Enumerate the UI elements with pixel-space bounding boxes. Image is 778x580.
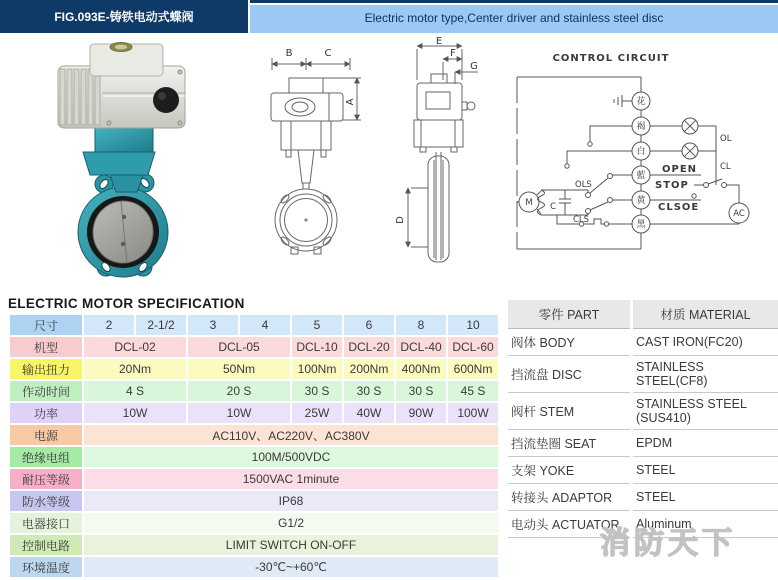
wire-brown-label: 褐 <box>636 122 646 132</box>
part-cell: 支架 YOKE <box>508 457 630 484</box>
wire-ground-label: 花 <box>636 97 646 107</box>
yoke-wings <box>83 152 155 175</box>
front-view-drawing <box>271 58 361 254</box>
spec-cell: 100Nm <box>292 359 342 379</box>
side-view-drawing <box>408 46 478 262</box>
material-cell: EPDM <box>633 430 778 457</box>
parts-row <box>508 329 778 356</box>
figure-title: FIG.093E-铸铁电动式蝶阀 <box>54 10 194 24</box>
spec-label: 输出扭力 <box>10 359 82 379</box>
parts-row <box>508 430 778 457</box>
manual-knob <box>153 87 179 113</box>
spec-label: 防水等级 <box>10 491 82 511</box>
spec-cell: 200Nm <box>344 359 394 379</box>
figure-subtitle: Electric motor type,Center driver and stainless steel disc <box>364 11 664 25</box>
spec-row-withstand <box>10 469 498 489</box>
watermark: 消防天下 <box>600 527 736 560</box>
part-cell: 电动头 ACTUATOR <box>508 511 630 538</box>
dim-label-d: D <box>395 216 406 224</box>
spec-cell: 10W <box>84 403 186 423</box>
dim-label-g: G <box>470 61 478 72</box>
knob-highlight <box>158 92 166 100</box>
part-cell: 挡流盘 DISC <box>508 356 630 393</box>
part-cell: 挡流垫圈 SEAT <box>508 430 630 457</box>
spec-row-supply <box>10 425 498 445</box>
spec-label: 耐压等级 <box>10 469 82 489</box>
spec-cell: 50Nm <box>188 359 290 379</box>
spec-label: 功率 <box>10 403 82 423</box>
wire-white-label: 白 <box>636 147 646 157</box>
disc-bolt <box>122 215 126 219</box>
spec-row-ambient <box>10 557 498 577</box>
wire-yellow-label: 黄 <box>636 196 646 206</box>
spec-cell: 8 <box>396 315 446 335</box>
spec-label: 绝缘电组 <box>10 447 82 467</box>
open-label: OPEN <box>662 164 698 175</box>
spec-row-torque <box>10 359 498 379</box>
spec-cell: 400Nm <box>396 359 446 379</box>
mount-block <box>95 128 153 152</box>
spec-cell: 2-1/2 <box>136 315 186 335</box>
spec-table <box>8 313 500 579</box>
material-cell: STEEL <box>633 484 778 511</box>
spec-cell: 40W <box>344 403 394 423</box>
capacitor-label: C <box>550 202 556 212</box>
dimension-drawings <box>245 36 510 292</box>
header-bar-left <box>0 0 248 33</box>
parts-row <box>508 356 778 393</box>
ols-label: OLS <box>575 180 592 190</box>
dim-label-e: E <box>435 36 443 47</box>
material-cell: STAINLESS STEEL (SUS410) <box>633 393 778 430</box>
spec-label: 机型 <box>10 337 82 357</box>
cls-label: CLS <box>573 215 590 225</box>
circuit-diagram <box>505 36 778 292</box>
spec-label: 环境温度 <box>10 557 82 577</box>
part-cell: 阀体 BODY <box>508 329 630 356</box>
wire-blue-label: 藍 <box>636 171 646 181</box>
parts-header-row <box>508 300 778 329</box>
part-cell: 转接头 ADAPTOR <box>508 484 630 511</box>
lamp-ol-label: OL <box>720 134 732 144</box>
parts-row <box>508 393 778 430</box>
spec-cell: AC110V、AC220V、AC380V <box>84 425 498 445</box>
parts-row <box>508 457 778 484</box>
spec-row-power <box>10 403 498 423</box>
spec-cell: G1/2 <box>84 513 498 533</box>
spec-cell: 4 <box>240 315 290 335</box>
spec-cell: DCL-40 <box>396 337 446 357</box>
spec-cell: IP68 <box>84 491 498 511</box>
material-cell: STEEL <box>633 457 778 484</box>
parts-table <box>505 300 778 538</box>
close-label: CLSOE <box>658 202 700 213</box>
circuit-title: CONTROL CIRCUIT <box>552 53 670 64</box>
spec-cell: 3 <box>188 315 238 335</box>
spec-cell: 20 S <box>188 381 290 401</box>
product-photo <box>8 36 245 292</box>
spec-cell: -30℃~+60℃ <box>84 557 498 577</box>
spec-cell: LIMIT SWITCH ON-OFF <box>84 535 498 555</box>
part-cell: 阀杆 STEM <box>508 393 630 430</box>
dim-label-a: A <box>345 98 356 106</box>
spec-cell: 100W <box>448 403 498 423</box>
spec-label: 电源 <box>10 425 82 445</box>
valve-drawings <box>245 36 510 292</box>
ac-label: AC <box>733 209 745 219</box>
spec-row-conduit <box>10 513 498 533</box>
spec-cell: DCL-10 <box>292 337 342 357</box>
spec-row-time <box>10 381 498 401</box>
disc-bolt <box>121 242 125 246</box>
parts-row <box>508 511 778 538</box>
spec-label: 电器接口 <box>10 513 82 533</box>
spec-cell: 25W <box>292 403 342 423</box>
dim-label-c: C <box>324 48 332 59</box>
spec-cell: 4 S <box>84 381 186 401</box>
spec-cell: DCL-05 <box>188 337 290 357</box>
spec-label: 控制电路 <box>10 535 82 555</box>
spec-label: 作动时间 <box>10 381 82 401</box>
motor-label: M <box>525 198 533 208</box>
spec-cell: 5 <box>292 315 342 335</box>
spec-cell: 600Nm <box>448 359 498 379</box>
wire-black-label: 黑 <box>636 220 646 230</box>
dim-label-f: F <box>450 48 456 59</box>
spec-cell: 2 <box>84 315 134 335</box>
spec-cell: 30 S <box>292 381 342 401</box>
header-bar-right <box>250 0 778 33</box>
control-circuit <box>505 36 778 292</box>
spec-cell: 90W <box>396 403 446 423</box>
valve-neck <box>110 175 143 192</box>
parts-header-part: 零件 PART <box>508 300 630 329</box>
spec-cell: 100M/500VDC <box>84 447 498 467</box>
spec-row-model <box>10 337 498 357</box>
material-cell: CAST IRON(FC20) <box>633 329 778 356</box>
dim-label-b: B <box>285 48 293 59</box>
spec-cell: DCL-60 <box>448 337 498 357</box>
spec-row-control <box>10 535 498 555</box>
spec-title: ELECTRIC MOTOR SPECIFICATION <box>8 296 245 311</box>
spec-row-insulation <box>10 447 498 467</box>
spec-label: 尺寸 <box>10 315 82 335</box>
spec-cell: DCL-20 <box>344 337 394 357</box>
spec-cell: 1500VAC 1minute <box>84 469 498 489</box>
material-cell: Aluminum <box>633 511 778 538</box>
spec-row-size <box>10 315 498 335</box>
parts-row <box>508 484 778 511</box>
spec-cell: 10W <box>188 403 290 423</box>
stop-label: STOP <box>655 180 689 191</box>
material-cell: STAINLESS STEEL(CF8) <box>633 356 778 393</box>
spec-cell: DCL-02 <box>84 337 186 357</box>
spec-cell: 30 S <box>396 381 446 401</box>
valve-photo-illustration <box>8 36 245 292</box>
lamp-cl-label: CL <box>720 162 731 172</box>
conduit-port-inner <box>115 45 127 50</box>
spec-cell: 20Nm <box>84 359 186 379</box>
spec-cell: 6 <box>344 315 394 335</box>
spec-cell: 30 S <box>344 381 394 401</box>
parts-header-material: 材质 MATERIAL <box>633 300 778 329</box>
spec-cell: 10 <box>448 315 498 335</box>
spec-cell: 45 S <box>448 381 498 401</box>
spec-row-waterproof <box>10 491 498 511</box>
